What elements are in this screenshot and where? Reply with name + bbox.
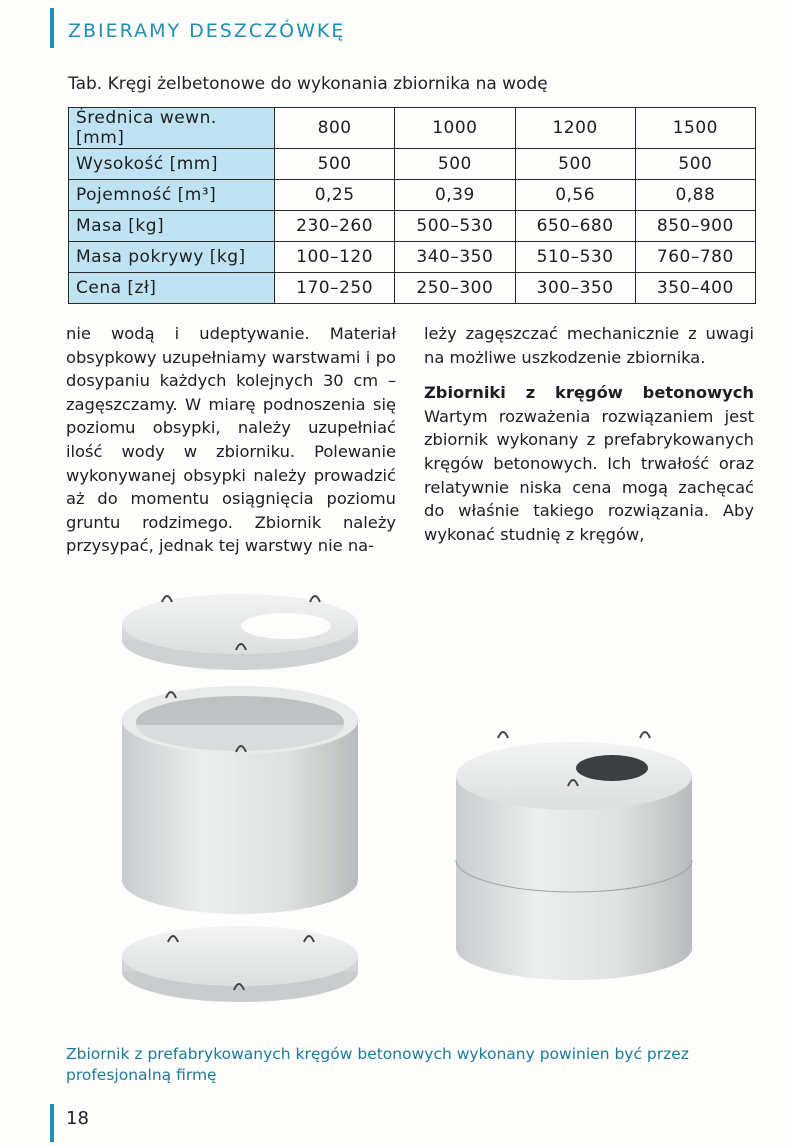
table-row bbox=[69, 273, 756, 304]
table-cell: 800 bbox=[275, 108, 395, 149]
table-caption: Tab. Kręgi żelbetonowe do wykonania zbiornika na wodę bbox=[68, 74, 548, 94]
table-row bbox=[69, 211, 756, 242]
concrete-rings-illustration bbox=[100, 580, 720, 1020]
table-cell: 500 bbox=[275, 149, 395, 180]
header-accent-bar bbox=[50, 8, 54, 48]
table-cell: 100–120 bbox=[275, 242, 395, 273]
table-cell: 300–350 bbox=[515, 273, 635, 304]
table-cell: 1000 bbox=[395, 108, 515, 149]
row-label: Pojemność [m³] bbox=[69, 180, 275, 211]
open-ring bbox=[122, 686, 358, 914]
table-cell: 510–530 bbox=[515, 242, 635, 273]
row-label: Cena [zł] bbox=[69, 273, 275, 304]
table-row bbox=[69, 180, 756, 211]
table-cell: 0,25 bbox=[275, 180, 395, 211]
row-label: Wysokość [mm] bbox=[69, 149, 275, 180]
table-cell: 350–400 bbox=[635, 273, 755, 304]
row-label: Średnica wewn. [mm] bbox=[69, 108, 275, 149]
table-row bbox=[69, 108, 756, 149]
table-cell: 500 bbox=[395, 149, 515, 180]
table-cell: 1500 bbox=[635, 108, 755, 149]
subsection-heading: Zbiorniki z kręgów betonowych bbox=[424, 383, 754, 403]
bottom-plate bbox=[122, 926, 358, 1002]
table-cell: 170–250 bbox=[275, 273, 395, 304]
right-paragraph-1: leży zagęszczać mechanicznie z uwagi na możliwe uszkodzenie zbiornika. bbox=[424, 324, 754, 367]
table-cell: 0,88 bbox=[635, 180, 755, 211]
table-cell: 850–900 bbox=[635, 211, 755, 242]
table-cell: 650–680 bbox=[515, 211, 635, 242]
row-label: Masa pokrywy [kg] bbox=[69, 242, 275, 273]
footer-accent-bar bbox=[50, 1104, 54, 1142]
specs-table bbox=[68, 107, 756, 304]
table-cell: 340–350 bbox=[395, 242, 515, 273]
table-cell: 230–260 bbox=[275, 211, 395, 242]
row-label: Masa [kg] bbox=[69, 211, 275, 242]
assembled-tank bbox=[456, 732, 692, 980]
table-cell: 250–300 bbox=[395, 273, 515, 304]
page-number: 18 bbox=[66, 1108, 89, 1129]
right-paragraph-2-text: Wartym rozważenia rozwiązaniem jest zbiornik wykonany z prefabrykowanych kręgów betonowych. Ich trwałość oraz relatywnie niska cena mogą zachęcać do właśnie takiego rozwiązania. Aby wykonać studnię z kręgów, bbox=[424, 406, 754, 544]
table-cell: 500 bbox=[515, 149, 635, 180]
left-column bbox=[66, 322, 396, 558]
table-cell: 1200 bbox=[515, 108, 635, 149]
figure-caption: Zbiornik z prefabrykowanych kręgów betonowych wykonany powinien być przez profesjonalną firmę bbox=[66, 1045, 689, 1084]
table-cell: 0,39 bbox=[395, 180, 515, 211]
right-paragraph-2 bbox=[424, 381, 754, 546]
table-cell: 0,56 bbox=[515, 180, 635, 211]
section-title: ZBIERAMY DESZCZÓWKĘ bbox=[68, 20, 346, 42]
table-row bbox=[69, 149, 756, 180]
table-cell: 500–530 bbox=[395, 211, 515, 242]
table-row bbox=[69, 242, 756, 273]
table-cell: 760–780 bbox=[635, 242, 755, 273]
lid-with-hole bbox=[122, 594, 358, 670]
right-column bbox=[424, 322, 754, 546]
left-paragraph: nie wodą i udeptywanie. Materiał obsypkowy uzupełniamy warstwami i po dosypaniu każdych kolejnych 30 cm – zagęszczamy. W miarę podnoszenia się poziomu obsypki, należy uzupełniać ilość wody w zbiorniku. Polewanie wykonywanej obsypki należy prowadzić aż do momentu osiągnięcia poziomu gruntu rodzimego. Zbiornik należy przysypać, jednak tej warstwy nie na- bbox=[66, 324, 396, 556]
table-cell: 500 bbox=[635, 149, 755, 180]
